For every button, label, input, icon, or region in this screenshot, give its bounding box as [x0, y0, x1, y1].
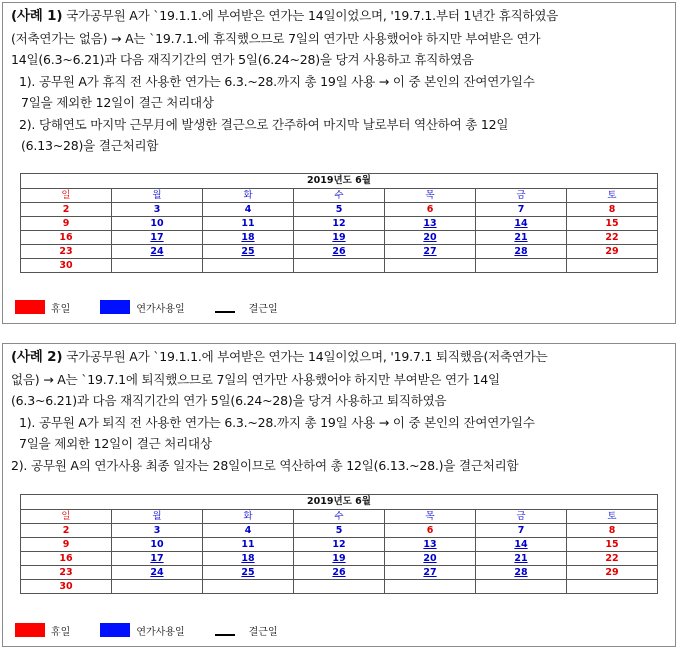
calendar-date-cell: 3	[112, 524, 203, 538]
case-2-line-1: (사례 2) 국가공무원 A가 `19.1.1.에 부여받은 연가는 14일이었으며, '19.7.1 퇴직했음(저축연가는	[11, 349, 548, 365]
calendar-date-cell: 24	[112, 566, 203, 580]
day-fri: 금	[476, 189, 567, 203]
calendar-week-row	[21, 231, 658, 245]
calendar-date-cell: 13	[385, 217, 476, 231]
day-sat: 토	[567, 189, 658, 203]
calendar-date-cell: 5	[294, 203, 385, 217]
absence-underline-swatch	[215, 624, 235, 636]
day-sun: 일	[21, 510, 112, 524]
calendar-title: 2019년도 6월	[21, 495, 658, 510]
calendar-date-cell: 17	[112, 552, 203, 566]
calendar-date-cell: 29	[567, 245, 658, 259]
calendar-date-cell: 15	[567, 217, 658, 231]
calendar-date-cell: 7	[476, 203, 567, 217]
calendar-date-cell: 12	[294, 217, 385, 231]
calendar-empty-cell	[112, 259, 203, 273]
leave-swatch	[100, 300, 130, 314]
calendar-weeks	[21, 203, 658, 273]
case-1-item-2: 2). 당해연도 마지막 근무月에 발생한 결근으로 간주하여 마지막 날로부터 역산하여 총 12일 (6.13~28)을 결근처리함	[19, 116, 509, 153]
calendar-date-cell: 4	[203, 203, 294, 217]
calendar-date-cell: 6	[385, 524, 476, 538]
day-fri: 금	[476, 510, 567, 524]
holiday-swatch	[15, 623, 45, 637]
calendar-date-cell: 28	[476, 566, 567, 580]
absence-underline-swatch	[215, 301, 235, 313]
calendar-date-cell: 10	[112, 538, 203, 552]
calendar-june-2019-case-1	[20, 173, 658, 273]
calendar-date-cell: 2	[21, 203, 112, 217]
calendar-date-cell: 22	[567, 231, 658, 245]
calendar-date-cell: 8	[567, 203, 658, 217]
calendar-date-cell: 28	[476, 245, 567, 259]
day-sat: 토	[567, 510, 658, 524]
case-1-item-1: 1). 공무원 A가 휴직 전 사용한 연가는 6.3.~28.까지 총 19일 사용 → 이 중 본인의 잔여연가일수 7일을 제외한 12일이 결근 처리대상	[19, 73, 535, 110]
calendar-date-cell: 4	[203, 524, 294, 538]
legend	[15, 297, 278, 317]
day-sun: 일	[21, 189, 112, 203]
day-thu: 목	[385, 189, 476, 203]
calendar-empty-cell	[203, 259, 294, 273]
calendar-date-cell: 25	[203, 566, 294, 580]
calendar-week-row	[21, 203, 658, 217]
calendar-empty-cell	[385, 259, 476, 273]
calendar-empty-cell	[476, 580, 567, 594]
calendar-date-cell: 18	[203, 231, 294, 245]
case-1-label: (사례 1)	[11, 8, 63, 24]
calendar-date-cell: 9	[21, 538, 112, 552]
calendar-empty-cell	[476, 259, 567, 273]
calendar-date-cell: 16	[21, 552, 112, 566]
calendar-date-cell: 11	[203, 538, 294, 552]
calendar-date-cell: 30	[21, 580, 112, 594]
calendar-date-cell: 25	[203, 245, 294, 259]
calendar-date-cell: 21	[476, 552, 567, 566]
calendar-june-2019-case-2	[20, 494, 658, 594]
calendar-week-row	[21, 538, 658, 552]
calendar-date-cell: 18	[203, 552, 294, 566]
legend-absence: 결근일	[248, 626, 278, 638]
case-1-line-1: (사례 1) 국가공무원 A가 `19.1.1.에 부여받은 연가는 14일이었으며, '19.7.1.부터 1년간 휴직하였음	[11, 8, 559, 24]
calendar-date-cell: 23	[21, 245, 112, 259]
calendar-empty-cell	[203, 580, 294, 594]
calendar-date-cell: 15	[567, 538, 658, 552]
legend-holiday: 휴일	[51, 626, 71, 638]
case-1-box	[2, 2, 676, 324]
calendar-date-cell: 29	[567, 566, 658, 580]
calendar-date-cell: 5	[294, 524, 385, 538]
legend-leave: 연가사용일	[136, 303, 185, 315]
calendar-date-cell: 24	[112, 245, 203, 259]
case-2-label: (사례 2)	[11, 349, 63, 365]
holiday-swatch	[15, 300, 45, 314]
calendar-date-cell: 27	[385, 245, 476, 259]
calendar-week-row	[21, 552, 658, 566]
calendar-week-row	[21, 580, 658, 594]
case-1-line-3: 14일(6.3~6.21)과 다음 재직기간의 연가 5일(6.24~28)을 당겨 사용하고 휴직하였음	[11, 52, 474, 67]
calendar-empty-cell	[112, 580, 203, 594]
calendar-week-row	[21, 524, 658, 538]
case-2-item-2: 2). 공무원 A의 연가사용 최종 일자는 28일이므로 역산하여 총 12일(6.13.~28.)을 결근처리함	[11, 457, 519, 473]
legend-holiday: 휴일	[51, 303, 71, 315]
calendar-empty-cell	[385, 580, 476, 594]
calendar-week-row	[21, 566, 658, 580]
calendar-date-cell: 20	[385, 552, 476, 566]
calendar-week-row	[21, 259, 658, 273]
calendar-date-cell: 19	[294, 231, 385, 245]
day-mon: 월	[112, 510, 203, 524]
calendar-date-cell: 26	[294, 566, 385, 580]
day-tue: 화	[203, 189, 294, 203]
calendar-date-cell: 21	[476, 231, 567, 245]
calendar-date-cell: 3	[112, 203, 203, 217]
case-1-line-2: (저축연가는 없음) → A는 `19.7.1.에 휴직했으므로 7일의 연가만 사용했어야 하지만 부여받은 연가	[11, 30, 541, 46]
calendar-date-cell: 20	[385, 231, 476, 245]
calendar-date-cell: 14	[476, 217, 567, 231]
leave-swatch	[100, 623, 130, 637]
calendar-date-cell: 7	[476, 524, 567, 538]
calendar-week-row	[21, 245, 658, 259]
calendar-date-cell: 2	[21, 524, 112, 538]
calendar-week-row	[21, 217, 658, 231]
case-2-text	[11, 346, 667, 476]
calendar-date-cell: 8	[567, 524, 658, 538]
case-2-line-2: 없음) → A는 `19.7.1에 퇴직했으므로 7일의 연가만 사용했어야 하지만 부여받은 연가 14일	[11, 371, 500, 387]
calendar-empty-cell	[294, 580, 385, 594]
day-wed: 수	[294, 510, 385, 524]
calendar-weeks	[21, 524, 658, 594]
day-wed: 수	[294, 189, 385, 203]
calendar-date-cell: 12	[294, 538, 385, 552]
calendar-date-cell: 9	[21, 217, 112, 231]
case-1-text	[11, 5, 667, 157]
calendar-empty-cell	[567, 259, 658, 273]
calendar-date-cell: 6	[385, 203, 476, 217]
case-2-item-1: 1). 공무원 A가 퇴직 전 사용한 연가는 6.3.~28.까지 총 19일 사용 → 이 중 본인의 잔여연가일수 7일을 제외한 12일이 결근 처리대상	[19, 414, 535, 451]
calendar-empty-cell	[567, 580, 658, 594]
calendar-title: 2019년도 6월	[21, 174, 658, 189]
legend	[15, 620, 278, 640]
calendar-date-cell: 22	[567, 552, 658, 566]
calendar-date-cell: 19	[294, 552, 385, 566]
calendar-date-cell: 10	[112, 217, 203, 231]
calendar-date-cell: 23	[21, 566, 112, 580]
case-2-box	[2, 343, 676, 647]
calendar-date-cell: 17	[112, 231, 203, 245]
day-thu: 목	[385, 510, 476, 524]
legend-absence: 결근일	[248, 303, 278, 315]
calendar-date-cell: 11	[203, 217, 294, 231]
calendar-date-cell: 14	[476, 538, 567, 552]
calendar-date-cell: 13	[385, 538, 476, 552]
legend-leave: 연가사용일	[136, 626, 185, 638]
day-mon: 월	[112, 189, 203, 203]
calendar-empty-cell	[294, 259, 385, 273]
calendar-date-cell: 27	[385, 566, 476, 580]
calendar-date-cell: 16	[21, 231, 112, 245]
case-2-line-3: (6.3~6.21)과 다음 재직기간의 연가 5일(6.24~28)을 당겨 사용하고 퇴직하였음	[11, 393, 447, 408]
day-tue: 화	[203, 510, 294, 524]
calendar-date-cell: 26	[294, 245, 385, 259]
calendar-date-cell: 30	[21, 259, 112, 273]
